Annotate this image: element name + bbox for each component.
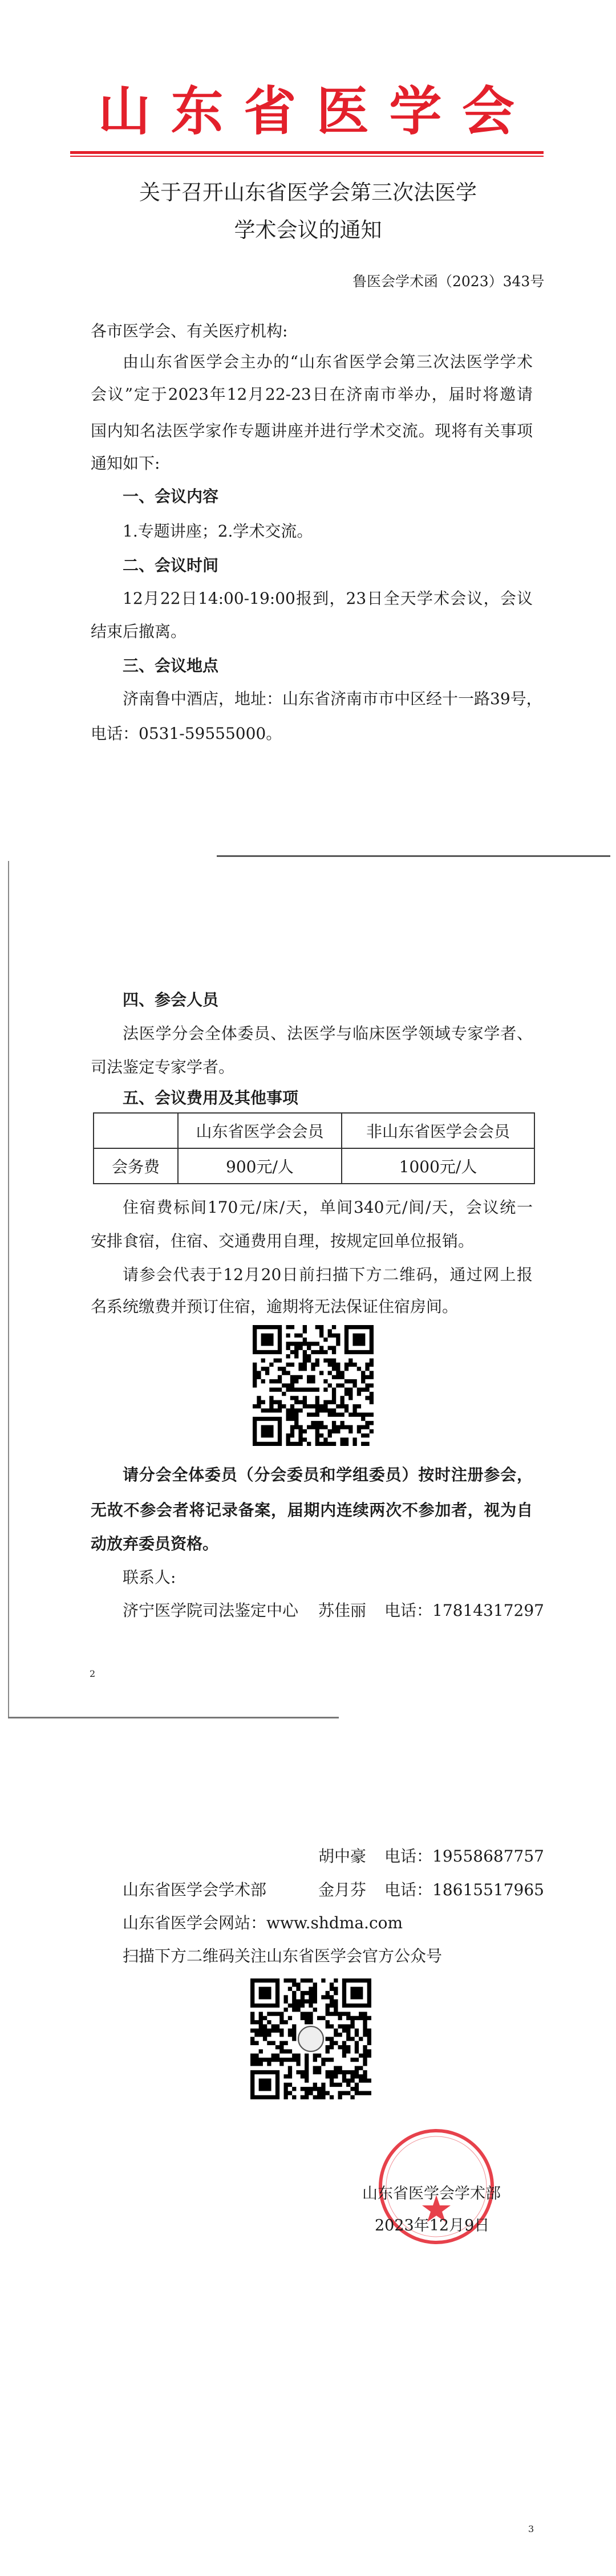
contact-org: 山东省医学会学术部 [123, 1880, 267, 1899]
document-title-line1: 关于召开山东省医学会第三次法医学 [139, 180, 477, 205]
lodging-text: 住宿费标间170元/床/天，单间340元/间/天，会议统一 [123, 1198, 533, 1217]
section2-text: 12月22日14:00-19:00报到，23日全天学术会议，会议 [123, 589, 533, 608]
lodging-text: 安排食宿，住宿、交通费用自理，按规定回单位报销。 [91, 1232, 475, 1250]
table-cell: 会务费 [94, 1148, 178, 1184]
section1-text: 1.专题讲座；2.学术交流。 [123, 522, 313, 541]
contact-phone: 电话：18615517965 [384, 1880, 544, 1899]
qr-logo-icon [298, 2026, 323, 2051]
section2-heading: 二、会议时间 [123, 556, 219, 575]
section4-heading: 四、参会人员 [123, 990, 219, 1009]
section3-text: 济南鲁中酒店，地址：山东省济南市市中区经十一路39号， [123, 689, 542, 708]
official-account-qr-code[interactable] [250, 1978, 371, 2100]
table-cell: 900元/人 [178, 1148, 342, 1184]
signature-org: 山东省医学会学术部 [362, 2185, 501, 2203]
signature-date: 2023年12月9日 [375, 2217, 490, 2234]
intro-line: 由山东省医学会主办的“山东省医学会第三次法医学学术 [123, 352, 533, 371]
table-header-row [94, 1113, 534, 1148]
section5-heading: 五、会议费用及其他事项 [123, 1088, 299, 1107]
register-text: 请参会代表于12月20日前扫描下方二维码，通过网上报 [123, 1265, 533, 1284]
page2-bottom-edge [8, 1717, 339, 1718]
org-letterhead: 山东省医学会 [98, 80, 514, 142]
intro-line: 通知如下: [91, 454, 160, 473]
reference-number: 鲁医会学术函（2023）343号 [352, 273, 545, 290]
document-title-line2: 学术会议的通知 [234, 218, 382, 242]
section1-heading: 一、会议内容 [123, 487, 219, 506]
contact-label: 联系人: [123, 1568, 176, 1587]
page-number: 2 [90, 1668, 96, 1679]
registration-qr-code[interactable] [253, 1324, 374, 1447]
contact-name: 金月芬 [318, 1880, 367, 1899]
table-row [94, 1148, 534, 1184]
notice-text: 请分会全体委员（分会委员和学组委员）按时注册参会， [123, 1465, 533, 1484]
notice-text: 动放弃委员资格。 [91, 1534, 219, 1553]
section4-text: 司法鉴定专家学者。 [91, 1058, 235, 1076]
letterhead-divider [70, 151, 544, 154]
contact-phone: 电话：19558687757 [384, 1847, 544, 1866]
contact-name: 苏佳丽 [318, 1601, 367, 1620]
website-line: 山东省医学会网站：www.shdma.com [123, 1913, 403, 1932]
fee-table [93, 1112, 535, 1184]
register-text: 名系统缴费并预订住宿，逾期将无法保证住宿房间。 [91, 1297, 459, 1316]
contact-phone: 电话：17814317297 [384, 1601, 544, 1620]
table-header-cell: 山东省医学会会员 [178, 1113, 342, 1148]
notice-text: 无故不参会者将记录备案，届期内连续两次不参加者，视为自 [91, 1501, 533, 1519]
section3-heading: 三、会议地点 [123, 656, 219, 675]
intro-line: 会议”定于2023年12月22-23日在济南市举办，届时将邀请 [91, 385, 533, 404]
qr-modules [253, 1325, 374, 1446]
table-cell: 1000元/人 [342, 1148, 534, 1184]
page1-bottom-edge [217, 855, 610, 857]
table-header-cell: 非山东省医学会会员 [342, 1113, 534, 1148]
qr-caption: 扫描下方二维码关注山东省医学会官方公众号 [123, 1947, 443, 1965]
page-number: 3 [528, 2524, 534, 2534]
section3-text: 电话：0531-59555000。 [91, 724, 282, 743]
section4-text: 法医学分会全体委员、法医学与临床医学领域专家学者、 [123, 1024, 533, 1043]
section2-text: 结束后撤离。 [91, 622, 187, 641]
contact-name: 胡中豪 [318, 1847, 367, 1866]
contact-org: 济宁医学院司法鉴定中心 [123, 1601, 299, 1620]
letterhead-divider-thin [70, 156, 544, 157]
salutation: 各市医学会、有关医疗机构: [91, 322, 288, 340]
intro-line: 国内知名法医学家作专题讲座并进行学术交流。现将有关事项 [91, 421, 533, 440]
table-header-cell [94, 1113, 178, 1148]
page2-left-edge [8, 861, 9, 1718]
